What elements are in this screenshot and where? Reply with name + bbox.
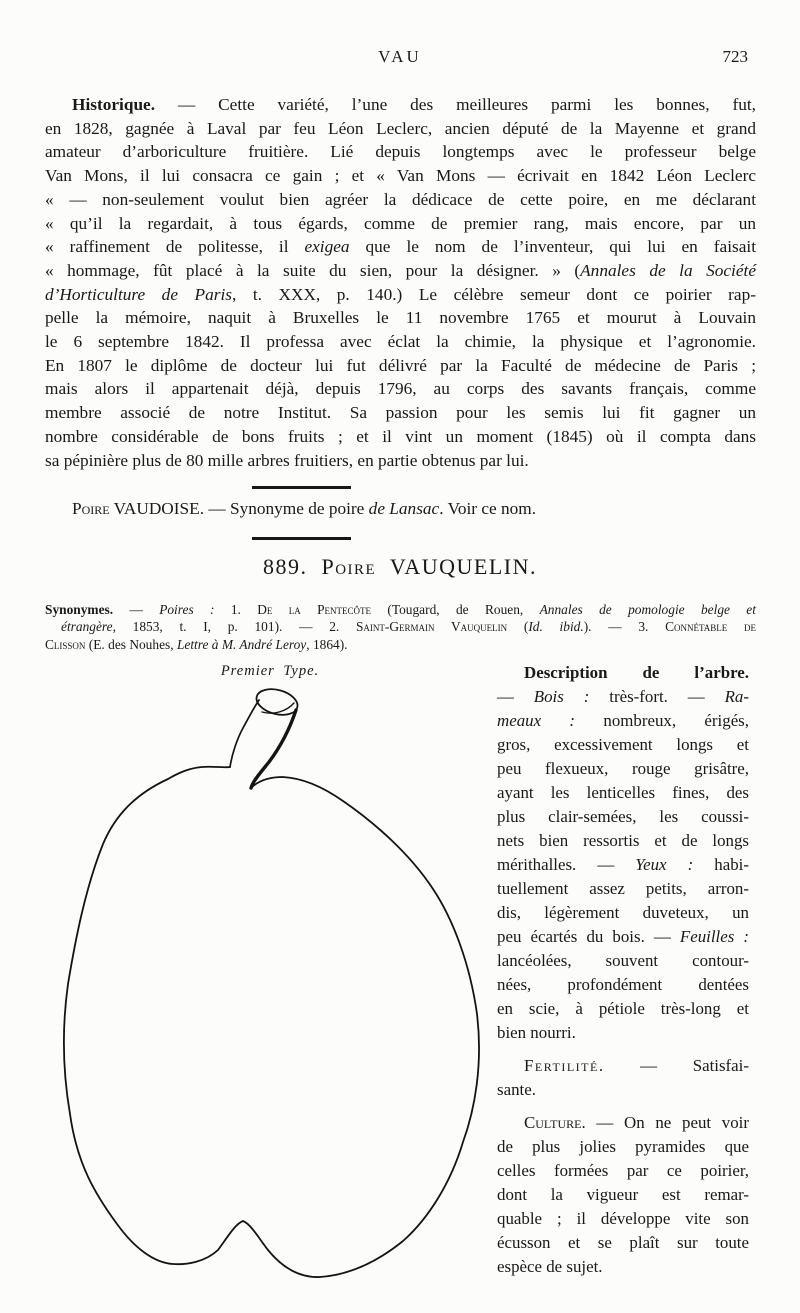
text-line — [497, 1054, 749, 1078]
text-run: de Lansac — [368, 499, 440, 518]
text-run: Bois : — [533, 687, 590, 706]
text-line — [497, 901, 749, 925]
text-run: De la Pentecôte — [257, 602, 372, 617]
text-run: dont la vigueur est remar- — [497, 1185, 749, 1204]
vaudoise-entry — [45, 499, 756, 519]
entry-heading — [0, 554, 800, 580]
text-run: gros, excessivement longs et — [497, 735, 749, 754]
text-run: 1. — [214, 602, 258, 617]
text-line — [497, 1021, 749, 1045]
text-run: très-fort. — — [589, 687, 725, 706]
text-run: lancéolées, souvent contour- — [497, 951, 749, 970]
text-line — [45, 93, 756, 117]
text-line — [497, 661, 749, 685]
text-line — [497, 853, 749, 877]
text-line — [45, 401, 756, 425]
text-run: En 1807 le diplôme de docteur lui fut délivré par la Faculté de médecine de Paris ; — [45, 355, 756, 375]
text-line — [497, 685, 749, 709]
text-line — [497, 1159, 749, 1183]
text-line — [45, 235, 756, 259]
text-run: Fertilité. — [524, 1056, 605, 1075]
text-run: nets bien ressortis et de longs — [497, 831, 749, 850]
text-line — [497, 805, 749, 829]
text-run: de plus jolies pyramides que — [497, 1137, 749, 1156]
text-line — [45, 354, 756, 378]
text-run: Poire — [72, 499, 110, 518]
text-line — [45, 425, 756, 449]
text-run: — — [113, 602, 160, 617]
description-arbre-paragraph — [497, 661, 749, 1045]
text-run: sante. — [497, 1080, 536, 1099]
text-run: quable ; il développe vite son — [497, 1209, 749, 1228]
text-run: , 1853, t. I, p. 101). — 2. — [112, 619, 356, 635]
text-run: Van Mons, il lui consacra ce gain ; et « Van Mons — écrivait en 1842 Léon Leclerc — [45, 166, 756, 186]
text-run: Feuilles : — [679, 927, 749, 946]
text-line — [497, 997, 749, 1021]
pear-body-outline — [64, 767, 479, 1277]
fertilite-paragraph — [497, 1054, 749, 1102]
text-run: Culture. — [524, 1113, 586, 1132]
text-run: habi- — [693, 855, 749, 874]
pear-outline-figure — [55, 684, 485, 1294]
text-line — [45, 330, 756, 354]
text-line — [45, 449, 756, 473]
text-line — [497, 829, 749, 853]
text-run: meaux : — [497, 711, 576, 730]
text-run: écusson et se plaît sur toute — [497, 1233, 749, 1252]
text-run: VAUQUELIN. — [376, 554, 538, 579]
text-run: Yeux : — [635, 855, 694, 874]
text-run: . Voir ce nom. — [439, 499, 537, 518]
text-line — [45, 188, 756, 212]
text-run: nées, profondément dentées — [497, 975, 749, 994]
text-run: — — [497, 687, 534, 706]
text-run: « — non-seulement voulut bien agréer la dédicace de cette poire, en me déclarant — [45, 189, 756, 209]
text-line — [45, 636, 756, 653]
text-run: ). — 3. — [583, 619, 666, 635]
text-run: plus clair-semées, les coussi- — [497, 807, 749, 826]
text-line — [497, 1135, 749, 1159]
text-run: étrangère — [61, 619, 113, 635]
text-line — [497, 1111, 749, 1135]
text-line — [45, 164, 756, 188]
text-line — [45, 618, 756, 635]
text-run: amateur d’arboriculture fruitière. Lié depuis longtemps avec le professeur belge — [45, 142, 756, 162]
text-run: espèce de sujet. — [497, 1257, 603, 1276]
section-divider — [252, 486, 351, 489]
text-run: tuellement assez petits, arron- — [497, 879, 749, 898]
text-run: Clisson — [45, 636, 86, 652]
text-line — [45, 306, 756, 330]
pear-stem-left-edge — [230, 700, 259, 767]
text-line — [45, 377, 756, 401]
text-run: mérithalles. — — [497, 855, 636, 874]
text-run: , t. XXX, p. 140.) Le célèbre semeur dont ce poirier rap- — [231, 284, 756, 304]
running-title: VAU — [378, 47, 422, 66]
text-line — [497, 973, 749, 997]
text-run: dis, légèrement duveteux, un — [497, 903, 749, 922]
text-run: Poire — [321, 554, 377, 579]
pear-stem-right-edge — [251, 710, 296, 788]
text-line — [497, 877, 749, 901]
text-line — [497, 1231, 749, 1255]
text-run: « qu’il la regardait, à tous égards, comme de premier rang, mais encore, par un — [45, 213, 756, 233]
text-run: ayant les lenticelles fines, des — [497, 783, 749, 802]
text-run: en scie, à pétiole très-long et — [497, 999, 749, 1018]
text-run: peu écartés du bois. — — [497, 927, 680, 946]
text-run: 889. — [262, 554, 322, 579]
text-run: exigea — [304, 237, 350, 257]
text-line — [45, 212, 756, 236]
text-run: Annales de la Société — [580, 260, 756, 280]
text-run: bien nourri. — [497, 1023, 576, 1042]
text-run: Connétable de — [665, 619, 756, 635]
text-line — [497, 709, 749, 733]
text-line — [497, 733, 749, 757]
text-line — [45, 601, 756, 618]
text-line — [497, 1183, 749, 1207]
text-run: — Cette variété, l’une des meilleures parmi les bonnes, fut, — [155, 95, 756, 114]
text-run: d’Horticulture de Paris — [45, 284, 232, 304]
text-line — [45, 140, 756, 164]
figure-caption: Premier Type. — [220, 663, 320, 679]
text-line — [497, 781, 749, 805]
historique-paragraph — [45, 93, 756, 472]
text-run: mais alors il appartenait déjà, depuis 1796, au corps des savants français, comme — [45, 379, 756, 399]
text-run: nombreux, érigés, — [575, 711, 749, 730]
text-run: ( — [507, 619, 529, 635]
text-line — [497, 925, 749, 949]
text-line — [45, 117, 756, 141]
text-run: (E. des Nouhes, — [85, 636, 177, 652]
text-run: Annales de pomologie belge et — [539, 602, 756, 617]
text-line — [45, 259, 756, 283]
text-run: Id. ibid. — [528, 619, 584, 635]
text-run: « raffinement de politesse, il — [45, 237, 305, 257]
text-run: que le nom de l’inventeur, qui lui en faisait — [349, 237, 756, 257]
text-run: celles formées par ce poirier, — [497, 1161, 749, 1180]
section-divider — [252, 537, 351, 540]
text-run: le 6 septembre 1842. Il professa avec éclat la chimie, la physique et l’agronomie. — [45, 332, 756, 352]
text-run: (Tougard, de Rouen, — [371, 602, 540, 617]
text-run: en 1828, gagnée à Laval par feu Léon Leclerc, ancien député de la Mayenne et grand — [45, 118, 756, 138]
text-run: Lettre à M. André Leroy — [176, 636, 307, 652]
text-run: Poires : — [159, 602, 215, 617]
synonymes-paragraph — [45, 601, 756, 653]
text-line — [497, 757, 749, 781]
text-run: pelle la mémoire, naquit à Bruxelles le 11 novembre 1765 et mourut à Louvain — [45, 308, 756, 328]
text-line — [497, 1207, 749, 1231]
text-run: Saint-Germain Vauquelin — [355, 619, 508, 635]
text-run: sa pépinière plus de 80 mille arbres fruitiers, en partie obtenus par lui. — [45, 450, 529, 470]
text-run: VAUDOISE. — Synonyme de poire — [109, 499, 369, 518]
description-column — [497, 661, 749, 1288]
text-line — [497, 949, 749, 973]
text-run: Description de l’arbre. — [524, 663, 749, 682]
text-run: — Satisfai- — [604, 1056, 749, 1075]
text-run: membre associé de notre Institut. Sa passion pour les semis lui fit gagner un — [45, 403, 756, 423]
text-run: Historique. — [72, 95, 156, 114]
text-run: Ra- — [724, 687, 749, 706]
text-line — [45, 283, 756, 307]
text-run: peu flexueux, rouge grisâtre, — [497, 759, 749, 778]
text-run: « hommage, fût placé à la suite du sien, pour la désigner. » ( — [45, 260, 581, 280]
page-number: 723 — [722, 47, 748, 66]
culture-paragraph — [497, 1111, 749, 1279]
text-line — [497, 1078, 749, 1102]
text-run: nombre considérable de bons fruits ; et il vint un moment (1845) où il compta dans — [45, 426, 756, 446]
text-run: — On ne peut voir — [585, 1113, 749, 1132]
text-line — [497, 1255, 749, 1279]
text-run: , 1864). — [306, 636, 348, 652]
text-run: Synonymes. — [45, 602, 114, 617]
